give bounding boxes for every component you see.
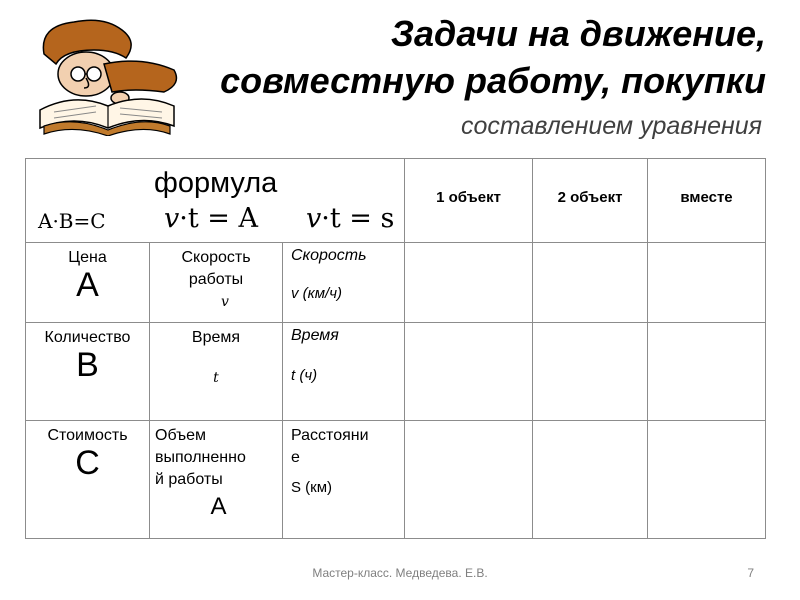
work-line: й работы [155,471,223,488]
column-header-object2: 2 объект [533,159,648,243]
slide-subtitle: составлением уравнения [461,112,762,140]
row-label: Цена [68,249,107,266]
motion-cell [283,243,405,323]
row-label-cell [26,243,150,323]
motion-cell [283,421,405,539]
formula-v-symbol: v [306,203,322,234]
work-symbol: v [221,294,229,310]
formula-vt-a [164,203,258,234]
reading-scholar-illustration [34,14,182,136]
work-line: выполненно [155,449,246,466]
motion-line: Скорость [291,247,367,264]
column-header-object1: 1 объект [405,159,533,243]
motion-line: Время [291,327,339,344]
motion-line: v (км/ч) [291,285,342,302]
formula-header-cell [26,159,405,243]
row-label: Количество [44,329,131,346]
empty-cell[interactable] [648,243,766,323]
row-label-cell [26,421,150,539]
formula-rest: ·t = A [179,203,258,234]
work-line: работы [188,271,244,288]
work-line: Скорость [181,249,251,266]
formula-vt-s [306,203,394,234]
empty-cell[interactable] [405,421,533,539]
work-line: Время [191,329,241,346]
row-label-cell [26,323,150,421]
slide-footer: Мастер-класс. Медведева. Е.В. [312,566,488,580]
empty-cell[interactable] [405,243,533,323]
work-symbol: t [213,370,219,386]
motion-line: е [291,449,300,466]
motion-line: S (км) [291,479,333,496]
formula-abc: A·B=C [38,209,106,233]
slide-title-line1: Задачи на движение, [390,13,766,54]
slide-title-line2: совместную работу, покупки [220,60,766,101]
empty-cell[interactable] [533,243,648,323]
table-row [26,243,766,323]
formula-v-symbol: v [164,203,180,234]
empty-cell[interactable] [533,421,648,539]
formula-rest: ·t = s [321,203,395,234]
row-symbol: A [76,266,99,304]
work-symbol: A [210,493,227,520]
row-symbol: C [75,444,100,482]
work-cell [150,421,283,539]
column-header-together: вместе [648,159,766,243]
motion-cell [283,323,405,421]
row-label: Стоимость [47,427,128,444]
work-line: Объем [155,427,206,444]
formula-title: формула [154,167,278,199]
empty-cell[interactable] [648,323,766,421]
empty-cell[interactable] [648,421,766,539]
work-cell [150,243,283,323]
empty-cell[interactable] [533,323,648,421]
page-number: 7 [747,566,754,580]
row-symbol: B [76,346,99,384]
work-cell [150,323,283,421]
table-row [26,323,766,421]
empty-cell[interactable] [405,323,533,421]
motion-line: Расстояни [291,427,369,444]
table-row [26,421,766,539]
motion-line: t (ч) [291,367,318,384]
formula-table [25,158,766,539]
table-header-row [26,159,766,243]
